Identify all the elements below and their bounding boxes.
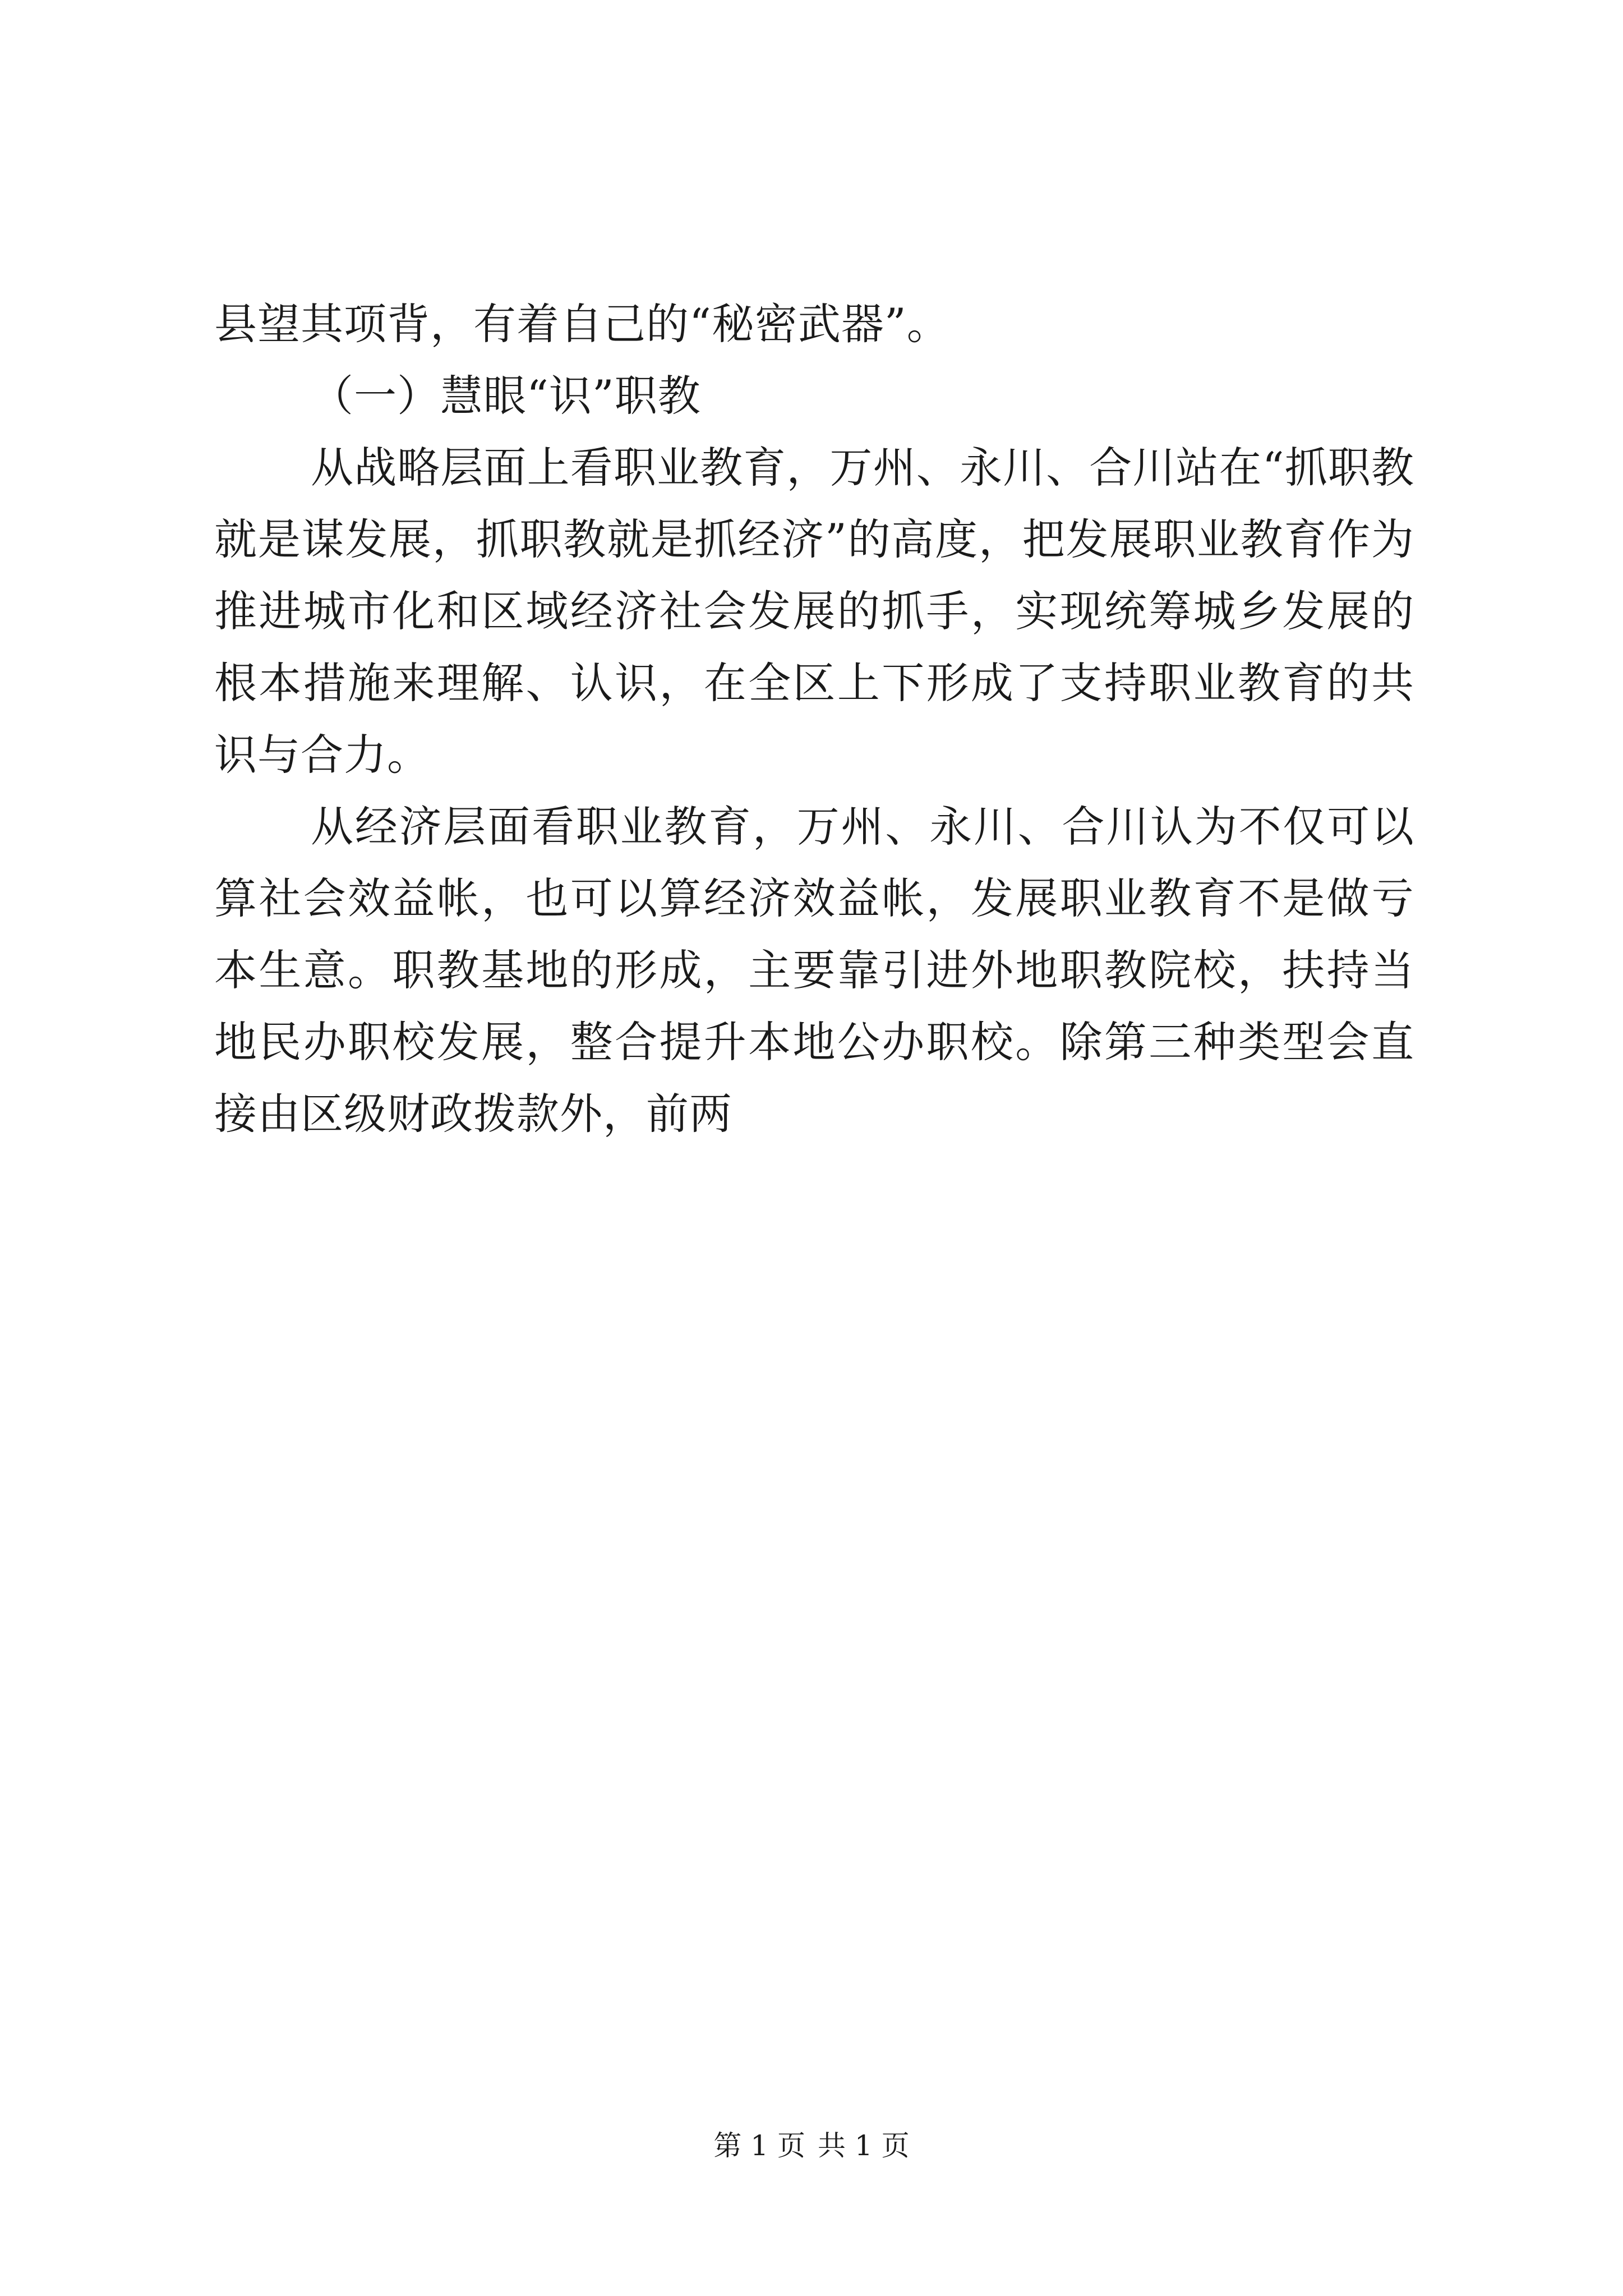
page-number-total: 共 1 页: [818, 2129, 910, 2162]
page-number-current: 第 1 页: [713, 2129, 805, 2162]
page-footer: [0, 2126, 1623, 2165]
paragraph-strategy: 从战略层面上看职业教育，万州、永川、合川站在“抓职教就是谋发展，抓职教就是抓经济”的高度，把发展职业教育作为推进城市化和区域经济社会发展的抓手，实现统筹城乡发展的根本措施来理解、认识，在全区上下形成了支持职业教育的共识与合力。: [214, 443, 1414, 780]
paragraph-continuation: 县望其项背，有着自己的“秘密武器”。: [214, 299, 950, 349]
paragraph-economy: 从经济层面看职业教育，万州、永川、合川认为不仅可以算社会效益帐，也可以算经济效益帐，发展职业教育不是做亏本生意。职教基地的形成，主要靠引进外地职教院校，扶持当地民办职校发展，整合提升本地公办职校。除第三种类型会直接由区级财政拨款外，前两: [214, 802, 1414, 1139]
document-body: [214, 288, 1414, 1150]
section-heading: （一）慧眼“识”职教: [311, 371, 701, 421]
